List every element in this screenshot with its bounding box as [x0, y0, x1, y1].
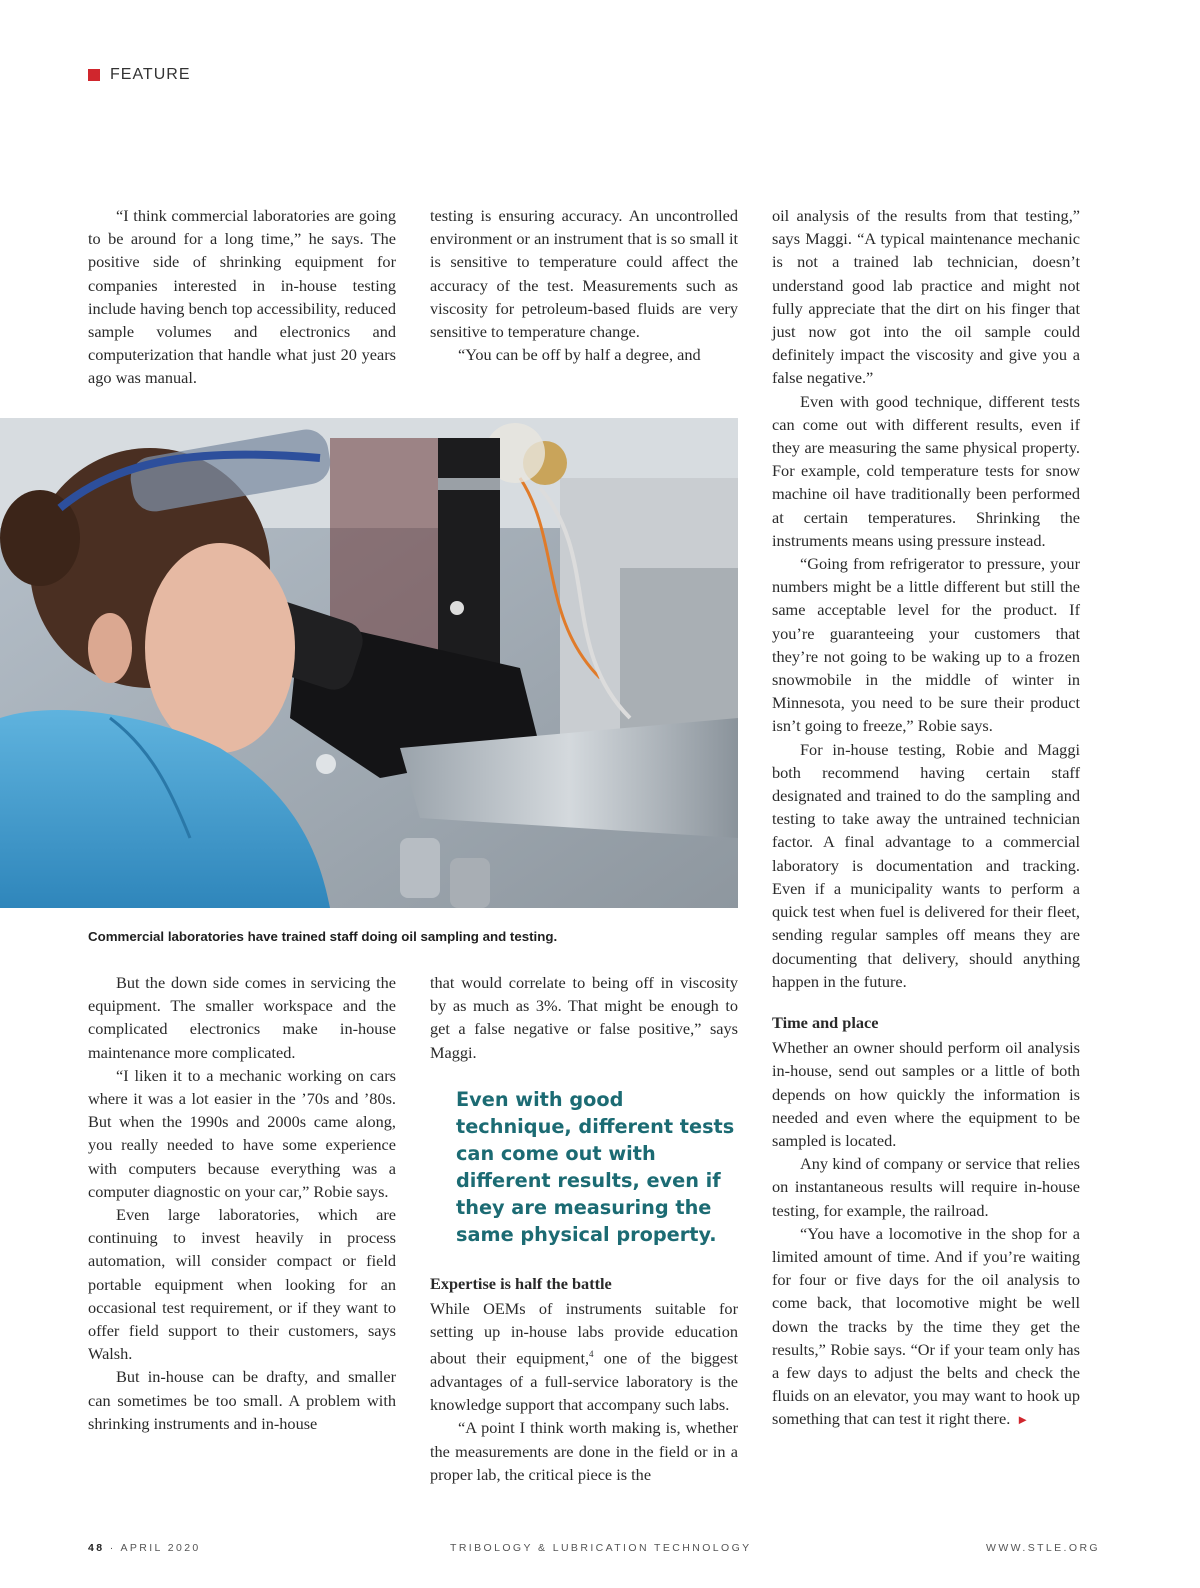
paragraph: “I liken it to a mechanic working on cars where it was a lot easier in the ’70s and ’80s. But when the 1990s and 2000s came along, you really needed to have some experience with computers because everything was a computer diagnostic on your car,” Robie says.: [88, 1065, 396, 1201]
paragraph: oil analysis of the results from that testing,” says Maggi. “A typical maintenance mechanic is not a trained lab technician, doesn’t understand good lab practice and might not fully appreciate that the dirt on his finger that just now got into the oil sample could definitely impact the viscosity and give you a false negative.”: [772, 206, 1080, 388]
paragraph: that would correlate to being off in viscosity by as much as 3%. That might be enough to get a false negative or false positive,” says Maggi.: [430, 973, 738, 1062]
paragraph: Any kind of company or service that relies on instantaneous results will require in-house testing, for example, the railroad.: [772, 1154, 1080, 1220]
paragraph: [430, 1297, 738, 1416]
paragraph: Whether an owner should perform oil analysis in-house, send out samples or a little of both depends on how quickly the information is needed and even where the equipment to be sampled is located.: [772, 1038, 1080, 1150]
footer-left: [88, 1542, 201, 1554]
paragraph-text: While OEMs of instruments suitable for setting up in-house labs provide education about their equipment,: [430, 1299, 738, 1368]
subheading: Time and place: [772, 1012, 879, 1032]
column-1-top: [88, 204, 396, 390]
column-2-top: [430, 204, 738, 366]
subheading: Expertise is half the battle: [430, 1273, 612, 1293]
paragraph: testing is ensuring accuracy. An uncontrolled environment or an instrument that is so small it is sensitive to temperature could affect the accuracy of the test. Measurements such as viscosity for petroleum-based fluids are very sensitive to temperature change.: [430, 206, 738, 342]
section-marker-icon: [88, 69, 100, 81]
paragraph: “A point I think worth making is, whether the measurements are done in the field or in a proper lab, the critical piece is the: [430, 1418, 738, 1484]
photo-caption: Commercial laboratories have trained staff doing oil sampling and testing.: [88, 929, 558, 944]
paragraph: “Going from refrigerator to pressure, your numbers might be a little different but still the same acceptable level for the product. If you’re guaranteeing your customers that they’re not going to be waking up to a frozen snowmobile in the middle of winter in Minnesota, you need to be sure their product isn’t going to freeze,” Robie says.: [772, 554, 1080, 736]
paragraph-text: one of the biggest advantages of a full-service laboratory is the knowledge support that accompany such labs.: [430, 1348, 738, 1415]
footer-separator: ·: [104, 1542, 121, 1554]
column-1-bottom: [88, 971, 396, 1435]
page-number: 48: [88, 1542, 105, 1554]
issue-date: APRIL 2020: [120, 1542, 201, 1554]
column-3: [772, 204, 1080, 1432]
paragraph: [772, 1222, 1080, 1432]
paragraph: But in-house can be drafty, and smaller can sometimes be too small. A problem with shrinking instruments and in-house: [88, 1367, 396, 1433]
paragraph: Even large laboratories, which are continuing to invest heavily in process automation, will consider compact or field portable equipment when looking for an occasional test requirement, or if they want to offer field support to their customers, says Walsh.: [88, 1205, 396, 1364]
footnote-ref: 4: [589, 1349, 594, 1360]
section-tag: [88, 66, 190, 84]
pull-quote: Even with good technique, different tests can come out with different results, even if they are measuring the same physical property.: [456, 1087, 735, 1246]
section-label: FEATURE: [110, 66, 191, 83]
publication-name: TRIBOLOGY & LUBRICATION TECHNOLOGY: [450, 1542, 752, 1554]
paragraph: Even with good technique, different tests can come out with different results, even if they are measuring the same physical property. For example, cold temperature tests for snow machine oil have traditionally been performed at certain temperatures. Shrinking the instruments means using pressure instead.: [772, 391, 1080, 550]
paragraph: For in-house testing, Robie and Maggi both recommend having certain staff designated and trained to do the sampling and testing to take away the untrained technician factor. A final advantage to a commercial laboratory is documentation and tracking. Even if a municipality wants to perform a quick test when fuel is delivered for their fleet, sending regular samples off means they are documenting that delivery, should anything happen in the future.: [772, 739, 1080, 991]
paragraph: But the down side comes in servicing the equipment. The smaller workspace and the complicated electronics make in-house maintenance more complicated.: [88, 973, 396, 1062]
paragraph-text: “You have a locomotive in the shop for a limited amount of time. And if you’re waiting for four or five days for the oil analysis to come back, that locomotive might be well down the tracks by the time they get the results,” Robie says. “Or if your team only has a few days to adjust the belts and check the fluids on an elevator, you may want to hook up something that can test it right there.: [772, 1223, 1080, 1429]
lab-photo: [0, 418, 738, 908]
end-of-article-icon: ►: [1016, 1412, 1030, 1428]
paragraph: “You can be off by half a degree, and: [458, 345, 701, 365]
paragraph: “I think commercial laboratories are going to be around for a long time,” he says. The positive side of shrinking equipment for companies interested in in-house testing include having bench top accessibility, reduced sample volumes and electronics and computerization that handle what just 20 years ago was manual.: [88, 206, 396, 388]
page-footer: [88, 1542, 1100, 1558]
column-2-bottom: [430, 971, 738, 1486]
website-url: WWW.STLE.ORG: [986, 1542, 1100, 1554]
